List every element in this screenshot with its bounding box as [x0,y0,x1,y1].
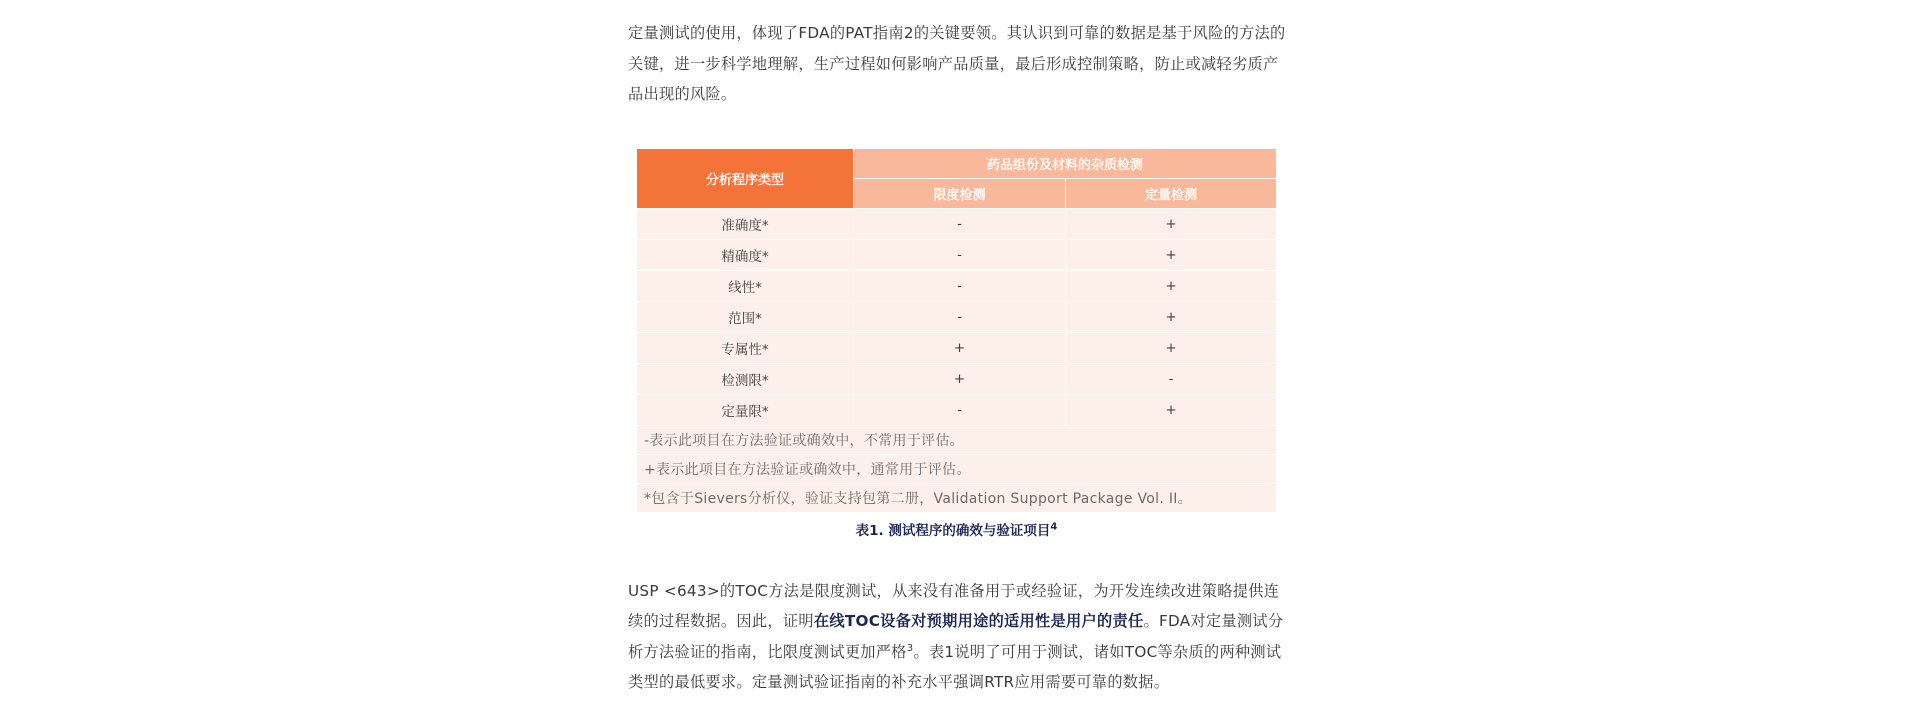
table-row [637,332,1277,363]
row-label: 线性* [637,270,854,301]
table-row [637,394,1277,425]
quant-value: + [1066,332,1277,363]
limit-value: - [853,301,1065,332]
table-row [637,301,1277,332]
caption-reference: 4 [1050,521,1058,532]
paragraph-text-part2: 。FDA对定量测试分析方法验证的指南，比限度测试更加严格 [628,612,1284,661]
quant-value: + [1066,208,1277,239]
quant-value: + [1066,270,1277,301]
paragraph-bold-emphasis: 在线TOC设备对预期用途的适用性是用户的责任 [813,612,1144,630]
table-note-row [637,425,1277,454]
limit-value: - [853,394,1065,425]
second-paragraph [628,576,1288,698]
quant-value: - [1066,363,1277,394]
header-procedure-type: 分析程序类型 [637,148,854,208]
limit-value: - [853,270,1065,301]
row-label: 检测限* [637,363,854,394]
paragraph-reference: 3 [906,642,914,654]
row-label: 定量限* [637,394,854,425]
note-asterisk: *包含于Sievers分析仪，验证支持包第二册，Validation Support Package Vol. II。 [637,483,1277,512]
header-impurity-group: 药品组份及材料的杂质检测 [853,148,1276,178]
table-row [637,208,1277,239]
table-note-row [637,483,1277,512]
table-note-row [637,454,1277,483]
validation-table-container [636,148,1277,539]
limit-value: - [853,239,1065,270]
quant-value: + [1066,301,1277,332]
table-caption [636,519,1277,539]
note-minus: -表示此项目在方法验证或确效中，不常用于评估。 [637,425,1277,454]
limit-value: - [853,208,1065,239]
note-plus: +表示此项目在方法验证或确效中，通常用于评估。 [637,454,1277,483]
header-quantitative-test: 定量检测 [1066,178,1277,208]
quant-value: + [1066,394,1277,425]
paragraph-text-part3: 。表1说明了可用于测试，诸如TOC等杂质的两种测试类型的最低要求。定量测试验证指南的补充水平强调RTR应用需要可靠的数据。 [628,642,1282,691]
header-limit-test: 限度检测 [853,178,1065,208]
row-label: 精确度* [637,239,854,270]
limit-value: + [853,363,1065,394]
article-content [628,18,1288,698]
intro-paragraph: 定量测试的使用，体现了FDA的PAT指南2的关键要领。其认识到可靠的数据是基于风险的方法的关键，进一步科学地理解，生产过程如何影响产品质量，最后形成控制策略，防止或减轻劣质产品出现的风险。 [628,24,1286,103]
limit-value: + [853,332,1065,363]
validation-table [636,148,1277,513]
table-row [637,363,1277,394]
caption-text: 表1. 测试程序的确效与验证项目 [855,522,1051,539]
table-row [637,270,1277,301]
row-label: 范围* [637,301,854,332]
quant-value: + [1066,239,1277,270]
paragraph-text-part1: USP <643>的TOC方法是限度测试，从来没有准备用于或经验证，为开发连续改进策略提供连续的过程数据。因此，证明 [628,581,1280,630]
row-label: 专属性* [637,332,854,363]
row-label: 准确度* [637,208,854,239]
table-row [637,239,1277,270]
